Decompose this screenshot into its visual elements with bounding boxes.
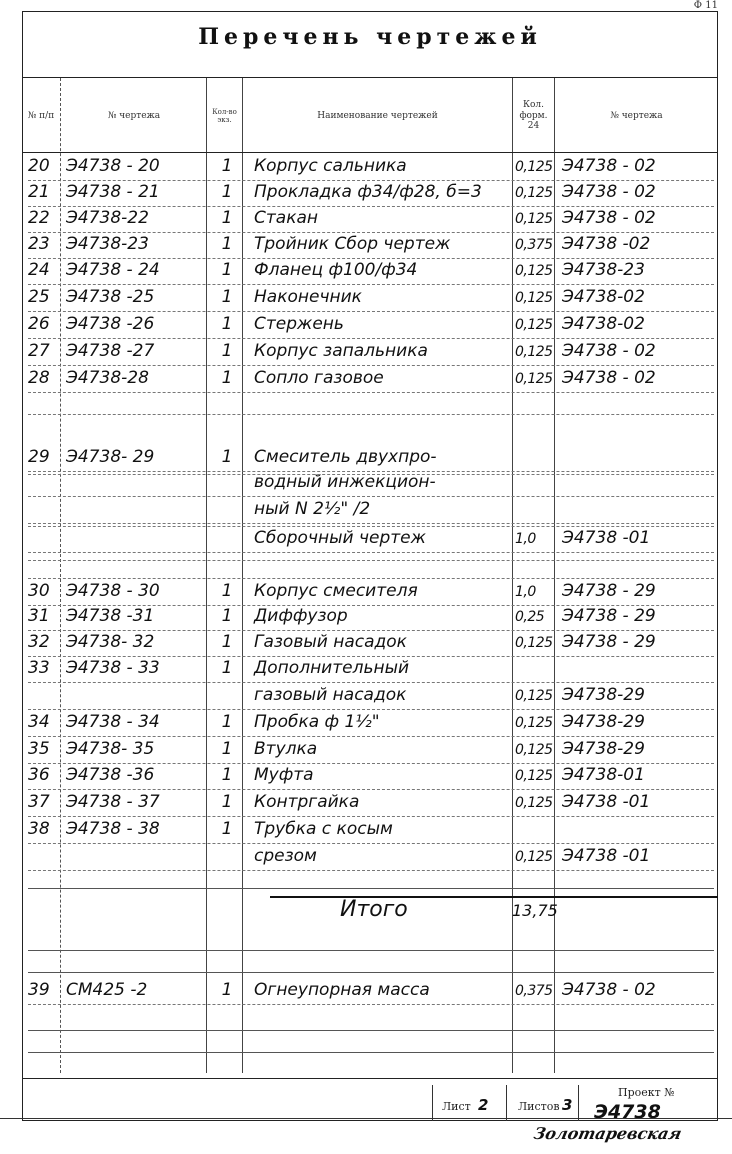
cell-ref: Э4738 - 02 xyxy=(562,208,656,228)
cell-pos: 32 xyxy=(28,632,50,652)
cell-qty: 1 xyxy=(221,260,233,280)
cell-coef: 0,125 xyxy=(515,263,553,279)
row-separator xyxy=(28,1004,714,1005)
row-separator xyxy=(28,578,714,579)
cell-name: Огнеупорная масса xyxy=(254,980,430,1000)
cell-pos: 28 xyxy=(28,368,50,388)
cell-number: Э4738 - 21 xyxy=(66,182,160,202)
cell-name: Диффузор xyxy=(254,606,348,626)
cell-ref: Э4738 -01 xyxy=(562,846,651,866)
sheets-label: Листов xyxy=(518,1100,560,1113)
cell-coef: 0,125 xyxy=(515,344,553,360)
cell-qty: 1 xyxy=(221,658,233,678)
cell-name: Втулка xyxy=(254,739,318,759)
row-separator xyxy=(28,560,714,561)
col-divider-pos xyxy=(60,78,61,1073)
cell-coef: 0,125 xyxy=(515,688,553,704)
row-separator xyxy=(28,365,714,366)
cell-name: Сборочный чертеж xyxy=(254,528,426,548)
header-name: Наименование чертежей xyxy=(317,110,438,121)
cell-coef: 0,375 xyxy=(515,983,553,999)
stamp-sheet-cell xyxy=(432,1085,433,1121)
row-separator xyxy=(28,950,714,951)
row-separator xyxy=(28,709,714,710)
cell-pos: 30 xyxy=(28,581,50,601)
form-code: Ф 11 xyxy=(693,0,718,11)
cell-qty: 1 xyxy=(221,287,233,307)
cell-qty: 1 xyxy=(221,314,233,334)
cell-name: Корпус смесителя xyxy=(254,581,418,601)
cell-number: Э4738-23 xyxy=(66,234,149,254)
cell-coef: 0,125 xyxy=(515,317,553,333)
cell-name: Дополнительный xyxy=(254,658,410,678)
header-pos: № п/п xyxy=(27,110,55,121)
cell-qty: 1 xyxy=(221,341,233,361)
cell-number: Э4738 - 34 xyxy=(66,712,160,732)
cell-pos: 22 xyxy=(28,208,50,228)
total-value: 13,75 xyxy=(512,901,558,920)
cell-coef: 0,125 xyxy=(515,371,553,387)
cell-ref: Э4738-02 xyxy=(562,314,645,334)
row-separator xyxy=(28,258,714,259)
cell-ref: Э4738-23 xyxy=(562,260,645,280)
cell-number: Э4738 - 30 xyxy=(66,581,160,601)
cell-coef: 0,125 xyxy=(515,185,553,201)
cell-name: Фланец ф100/ф34 xyxy=(254,260,418,280)
row-separator xyxy=(28,630,714,631)
sheet-value: 2 xyxy=(478,1096,489,1114)
col-divider-coef xyxy=(554,78,555,1073)
cell-name: Трубка с косым xyxy=(254,819,393,839)
cell-qty: 1 xyxy=(221,208,233,228)
row-separator xyxy=(28,523,714,524)
cell-coef: 1,0 xyxy=(515,584,536,600)
cell-coef: 0,125 xyxy=(515,768,553,784)
cell-qty: 1 xyxy=(221,447,233,467)
project-value: Э4738 xyxy=(594,1101,661,1123)
row-separator xyxy=(28,763,714,764)
cell-pos: 23 xyxy=(28,234,50,254)
cell-ref: Э4738-29 xyxy=(562,739,645,759)
cell-qty: 1 xyxy=(221,980,233,1000)
cell-pos: 37 xyxy=(28,792,50,812)
row-separator xyxy=(28,414,714,415)
cell-name: Прокладка ф34/ф28, б=3 xyxy=(254,182,482,202)
cell-coef: 0,125 xyxy=(515,290,553,306)
total-label: Итого xyxy=(340,897,408,922)
cell-name: Контргайка xyxy=(254,792,360,812)
cell-pos: 26 xyxy=(28,314,50,334)
cell-number: Э4738 - 33 xyxy=(66,658,160,678)
sheet-frame xyxy=(22,11,718,1121)
cell-ref: Э4738-29 xyxy=(562,685,645,705)
cell-qty: 1 xyxy=(221,765,233,785)
cell-name: газовый насадок xyxy=(254,685,407,705)
cell-number: Э4738 - 38 xyxy=(66,819,160,839)
cell-pos: 36 xyxy=(28,765,50,785)
stamp-project-cell xyxy=(578,1085,579,1121)
cell-qty: 1 xyxy=(221,156,233,176)
cell-name: Корпус запальника xyxy=(254,341,428,361)
row-separator xyxy=(28,232,714,233)
sheets-value: 3 xyxy=(562,1096,573,1114)
row-separator xyxy=(28,180,714,181)
cell-qty: 1 xyxy=(221,581,233,601)
col-divider-qty xyxy=(242,78,243,1073)
cell-qty: 1 xyxy=(221,819,233,839)
cell-name: Сопло газовое xyxy=(254,368,384,388)
cell-number: Э4738-22 xyxy=(66,208,149,228)
cell-qty: 1 xyxy=(221,182,233,202)
cell-number: Э4738- 35 xyxy=(66,739,155,759)
stamp-divider xyxy=(22,1078,718,1079)
sheet-label: Лист xyxy=(442,1100,471,1113)
row-separator xyxy=(28,972,714,973)
cell-ref: Э4738-02 xyxy=(562,287,645,307)
cell-pos: 34 xyxy=(28,712,50,732)
cell-qty: 1 xyxy=(221,606,233,626)
cell-number: Э4738- 32 xyxy=(66,632,155,652)
row-separator xyxy=(28,789,714,790)
row-separator xyxy=(28,1052,714,1053)
cell-ref: Э4738 - 02 xyxy=(562,341,656,361)
cell-name: Муфта xyxy=(254,765,314,785)
cell-name: Газовый насадок xyxy=(254,632,407,652)
cell-number: Э4738 - 37 xyxy=(66,792,160,812)
row-separator xyxy=(28,870,714,871)
cell-number: Э4738 -31 xyxy=(66,606,155,626)
row-separator xyxy=(28,816,714,817)
row-separator xyxy=(28,284,714,285)
row-separator xyxy=(28,888,714,889)
row-separator xyxy=(28,392,714,393)
cell-ref: Э4738 - 29 xyxy=(562,606,656,626)
cell-pos: 27 xyxy=(28,341,50,361)
cell-number: Э4738 -36 xyxy=(66,765,155,785)
header-qty: Кол-во экз. xyxy=(212,107,237,124)
cell-number: Э4738 - 24 xyxy=(66,260,160,280)
cell-coef: 0,125 xyxy=(515,211,553,227)
cell-number: Э4738- 29 xyxy=(66,447,155,467)
cell-pos: 38 xyxy=(28,819,50,839)
cell-number: Э4738 -27 xyxy=(66,341,155,361)
signature: Золотаревская xyxy=(531,1124,684,1143)
row-separator xyxy=(28,682,714,683)
header-divider xyxy=(22,152,718,153)
cell-pos: 39 xyxy=(28,980,50,1000)
cell-pos: 31 xyxy=(28,606,50,626)
cell-ref: Э4738 - 02 xyxy=(562,156,656,176)
cell-ref: Э4738 - 02 xyxy=(562,182,656,202)
cell-name: Стакан xyxy=(254,208,318,228)
cell-ref: Э4738 - 29 xyxy=(562,581,656,601)
header-ref: № чертежа xyxy=(610,110,663,121)
cell-qty: 1 xyxy=(221,739,233,759)
cell-pos: 25 xyxy=(28,287,50,307)
cell-number: Э4738-28 xyxy=(66,368,149,388)
cell-number: Э4738 -25 xyxy=(66,287,155,307)
cell-coef: 0,125 xyxy=(515,715,553,731)
cell-pos: 29 xyxy=(28,447,50,467)
cell-qty: 1 xyxy=(221,792,233,812)
cell-coef: 0,125 xyxy=(515,742,553,758)
col-divider-number xyxy=(206,78,207,1073)
cell-qty: 1 xyxy=(221,234,233,254)
cell-ref: Э4738 - 02 xyxy=(562,980,656,1000)
cell-coef: 0,375 xyxy=(515,237,553,253)
page-title: Перечень чертежей xyxy=(198,24,542,50)
cell-name: Корпус сальника xyxy=(254,156,407,176)
total-underline xyxy=(270,896,718,898)
cell-ref: Э4738 - 29 xyxy=(562,632,656,652)
cell-ref: Э4738 -01 xyxy=(562,792,651,812)
row-separator xyxy=(28,736,714,737)
row-separator xyxy=(28,496,714,497)
stamp-sheets-cell xyxy=(506,1085,507,1121)
row-separator xyxy=(28,1030,714,1031)
cell-ref: Э4738 -02 xyxy=(562,234,651,254)
cell-coef: 0,125 xyxy=(515,159,553,175)
cell-coef: 0,125 xyxy=(515,849,553,865)
row-separator xyxy=(28,552,714,553)
cell-ref: Э4738-29 xyxy=(562,712,645,732)
row-separator xyxy=(28,338,714,339)
cell-pos: 21 xyxy=(28,182,50,202)
project-label: Проект № xyxy=(618,1086,675,1099)
header-coef: Кол. форм. 24 xyxy=(519,100,548,132)
cell-pos: 35 xyxy=(28,739,50,759)
cell-pos: 33 xyxy=(28,658,50,678)
cell-pos: 20 xyxy=(28,156,50,176)
title-divider xyxy=(22,77,718,78)
row-separator xyxy=(28,656,714,657)
cell-name: Наконечник xyxy=(254,287,362,307)
cell-number: Э4738 - 20 xyxy=(66,156,160,176)
page-bottom-rule xyxy=(0,1118,732,1119)
row-separator xyxy=(28,843,714,844)
cell-qty: 1 xyxy=(221,712,233,732)
row-separator xyxy=(28,311,714,312)
row-separator xyxy=(28,206,714,207)
cell-coef: 0,125 xyxy=(515,795,553,811)
cell-coef: 1,0 xyxy=(515,531,536,547)
cell-ref: Э4738 -01 xyxy=(562,528,651,548)
cell-name: ный N 2½" /2 xyxy=(254,499,371,519)
cell-pos: 24 xyxy=(28,260,50,280)
cell-name: водный инжекцион- xyxy=(254,472,436,492)
cell-name: Стержень xyxy=(254,314,344,334)
cell-coef: 0,125 xyxy=(515,635,553,651)
cell-name: срезом xyxy=(254,846,317,866)
cell-number: Э4738 -26 xyxy=(66,314,155,334)
cell-qty: 1 xyxy=(221,368,233,388)
header-number: № чертежа xyxy=(107,110,161,121)
cell-ref: Э4738-01 xyxy=(562,765,645,785)
cell-coef: 0,25 xyxy=(515,609,545,625)
cell-qty: 1 xyxy=(221,632,233,652)
cell-name: Пробка ф 1½" xyxy=(254,712,380,732)
cell-name: Тройник Сбор чертеж xyxy=(254,234,451,254)
row-separator xyxy=(28,526,714,527)
row-separator xyxy=(28,474,714,475)
cell-ref: Э4738 - 02 xyxy=(562,368,656,388)
cell-number: СМ425 -2 xyxy=(66,980,148,1000)
cell-name: Смеситель двухпро- xyxy=(254,447,437,467)
